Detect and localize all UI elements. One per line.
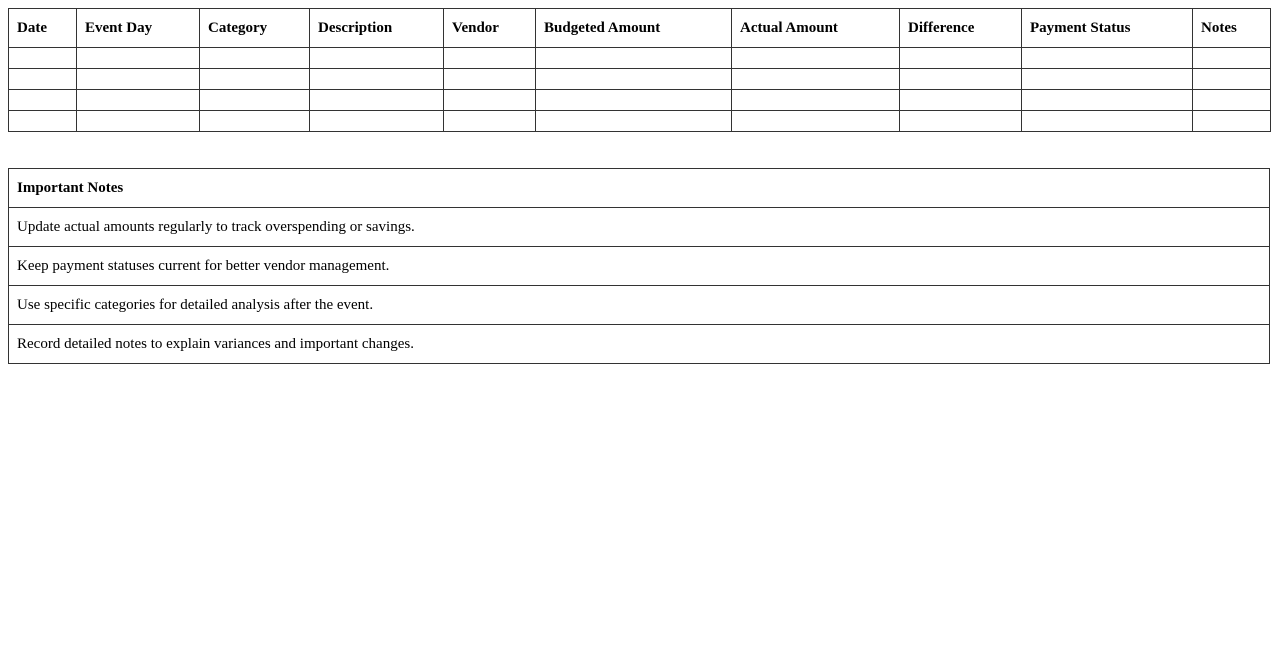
- column-header-actual-amount: Actual Amount: [732, 9, 900, 48]
- table-cell[interactable]: [900, 69, 1022, 90]
- table-cell[interactable]: [1022, 48, 1193, 69]
- table-cell[interactable]: [310, 69, 444, 90]
- table-cell[interactable]: [1193, 69, 1271, 90]
- table-cell[interactable]: [1022, 90, 1193, 111]
- table-cell[interactable]: [9, 111, 77, 132]
- table-cell[interactable]: [310, 111, 444, 132]
- table-cell[interactable]: [536, 69, 732, 90]
- notes-row: [9, 286, 1270, 325]
- table-cell[interactable]: [77, 111, 200, 132]
- table-cell[interactable]: [1193, 48, 1271, 69]
- table-cell[interactable]: [200, 90, 310, 111]
- table-cell[interactable]: [536, 48, 732, 69]
- note-item: Keep payment statuses current for better vendor management.: [9, 247, 1270, 286]
- table-header-row: [9, 9, 1271, 48]
- column-header-notes: Notes: [1193, 9, 1271, 48]
- table-cell[interactable]: [9, 90, 77, 111]
- table-cell[interactable]: [900, 90, 1022, 111]
- table-cell[interactable]: [77, 90, 200, 111]
- table-cell[interactable]: [1022, 111, 1193, 132]
- table-cell[interactable]: [536, 90, 732, 111]
- column-header-date: Date: [9, 9, 77, 48]
- table-row: [9, 69, 1271, 90]
- table-cell[interactable]: [1022, 69, 1193, 90]
- table-row: [9, 111, 1271, 132]
- table-cell[interactable]: [900, 48, 1022, 69]
- table-cell[interactable]: [200, 69, 310, 90]
- table-cell[interactable]: [444, 111, 536, 132]
- table-cell[interactable]: [9, 48, 77, 69]
- column-header-payment-status: Payment Status: [1022, 9, 1193, 48]
- table-cell[interactable]: [732, 90, 900, 111]
- table-cell[interactable]: [9, 69, 77, 90]
- notes-row: [9, 247, 1270, 286]
- table-cell[interactable]: [900, 111, 1022, 132]
- note-item: Record detailed notes to explain variances and important changes.: [9, 325, 1270, 364]
- table-cell[interactable]: [77, 48, 200, 69]
- note-item: Update actual amounts regularly to track overspending or savings.: [9, 208, 1270, 247]
- table-cell[interactable]: [310, 48, 444, 69]
- table-cell[interactable]: [1193, 90, 1271, 111]
- table-cell[interactable]: [310, 90, 444, 111]
- table-cell[interactable]: [444, 69, 536, 90]
- notes-row: [9, 208, 1270, 247]
- column-header-description: Description: [310, 9, 444, 48]
- table-row: [9, 90, 1271, 111]
- column-header-event-day: Event Day: [77, 9, 200, 48]
- table-cell[interactable]: [536, 111, 732, 132]
- table-row: [9, 48, 1271, 69]
- notes-heading-row: [9, 169, 1270, 208]
- column-header-budgeted-amount: Budgeted Amount: [536, 9, 732, 48]
- column-header-category: Category: [200, 9, 310, 48]
- important-notes-table: [8, 168, 1270, 364]
- table-cell[interactable]: [444, 48, 536, 69]
- table-cell[interactable]: [1193, 111, 1271, 132]
- table-cell[interactable]: [732, 69, 900, 90]
- table-cell[interactable]: [200, 48, 310, 69]
- column-header-difference: Difference: [900, 9, 1022, 48]
- column-header-vendor: Vendor: [444, 9, 536, 48]
- table-cell[interactable]: [444, 90, 536, 111]
- table-cell[interactable]: [77, 69, 200, 90]
- table-cell[interactable]: [200, 111, 310, 132]
- notes-row: [9, 325, 1270, 364]
- table-cell[interactable]: [732, 48, 900, 69]
- table-cell[interactable]: [732, 111, 900, 132]
- budget-table: [8, 8, 1271, 132]
- notes-heading: Important Notes: [9, 169, 1270, 208]
- note-item: Use specific categories for detailed analysis after the event.: [9, 286, 1270, 325]
